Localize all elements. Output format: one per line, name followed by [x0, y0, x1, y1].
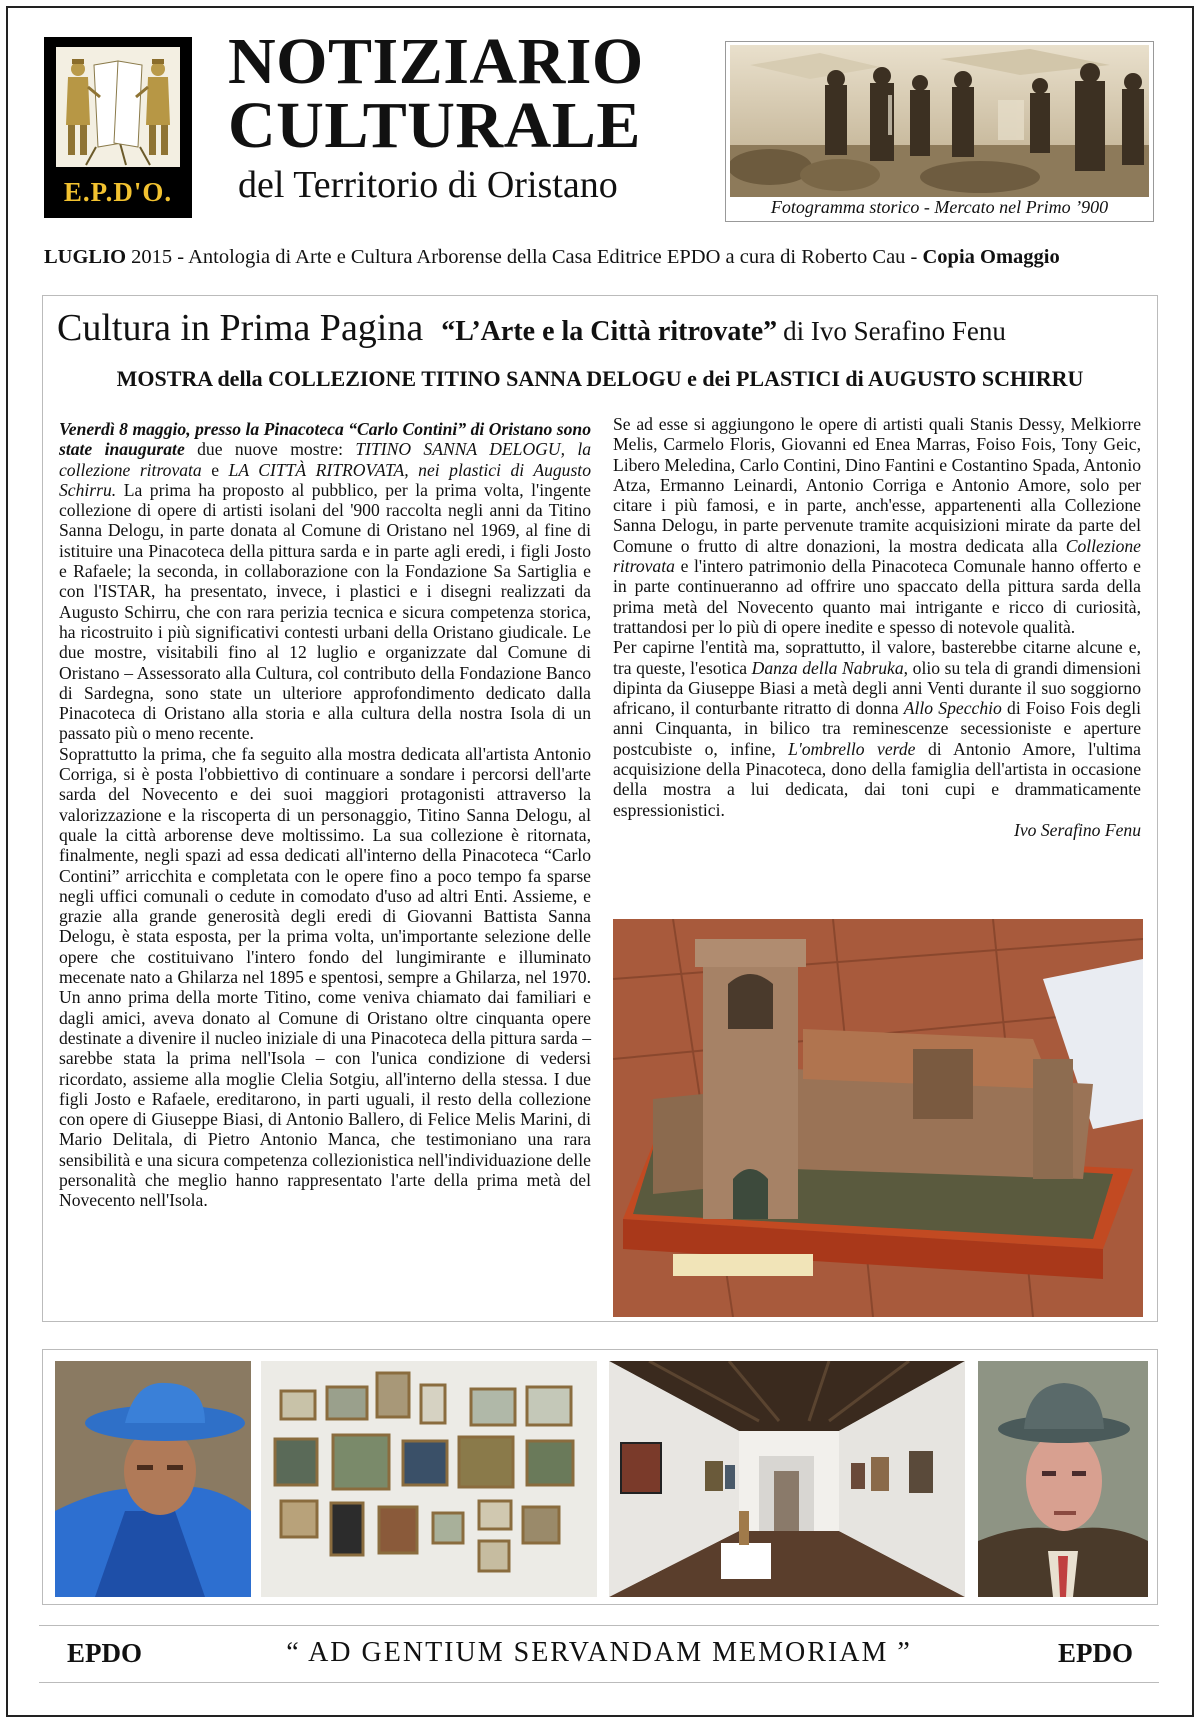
historic-market-photo [725, 41, 1154, 222]
exhibition-title: TITINO SANNA DELOGU, la collezione ritrovata [59, 439, 592, 480]
footer-brand-right: EPDO [1057, 1638, 1133, 1668]
gallery-hall-photo [609, 1361, 965, 1597]
article-byline: di Ivo Serafino Fenu [783, 316, 1006, 346]
photo-strip [42, 1349, 1158, 1605]
artwork-title: Allo Specchio [903, 698, 1002, 719]
artwork-title: Danza della Nabruka [751, 657, 904, 678]
article-column-left [59, 419, 591, 1211]
masthead-title-line2: CULTURALE [228, 89, 641, 162]
article [42, 295, 1158, 1322]
exhibition-title: LA CITTÀ RITROVATA, nei plastici di Augusto Schirru. [59, 459, 591, 500]
paragraph: Soprattutto la prima, che fa seguito alla mostra dedicata all'artista Antonio Corriga, si è posta l'obbiettivo di continuare a sondare i percorsi dell'arte sarda del Novecento e dei suoi maggiori protagonisti attraverso la valorizzazione e la riscoperta di un personaggio, Titino Sanna Delogu, al quale la città arborense deve moltissimo. La sua collezione è ritornata, finalmente, negli spazi ad essa dedicati all'interno della Pinacoteca “Carlo Contini” arricchita e completata con le opere fino a poco tempo fa sparse negli uffici comunali o cedute in comodato d'uso ad altri Enti. Assieme, e grazie alla grande generosità degli eredi di Giovanni Battista Sanna Delogu, è stata esposta, per la prima volta, un'importante selezione delle opere che costituivano l'intero fondo del lungimirante e illuminato mecenate nato a Ghilarza nel 1895 e spentosi, sempre a Ghilarza, nel 1970. Un anno prima della morte Titino, come veniva chiamato dai familiari e dagli amici, aveva donato al Comune di Oristano oltre cinquanta opere destinate a divenire il nucleo iniziale di una Pinacoteca della pittura sarda – sarebbe stata la prima nell'Isola – con l'unica condizione di vedersi ricordato, assieme alla moglie Clelia Sotgiu, all'interno della stessa. I due figli Josto e Rafaele, ereditarono, in parti uguali, il resto della collezione con opere di Giuseppe Biasi, di Antonio Ballero, di Felice Melis Marini, di Mario Delitala, di Pietro Antonio Manca, che testimoniano una rara sensibilità e una sicura competenza collezionistica nell'individuazione delle personalità che meglio hanno rappresentato l'arte della prima metà del Novecento nell'Isola. [59, 743, 591, 1211]
text-run: Se ad esse si aggiungono le opere di artisti quali Stanis Dessy, Melkiorre Melis, Carmelo Floris, Giovanni ed Enea Marras, Foiso Fois, Tony Geic, Libero Meledina, Carlo Contini, Dino Fantini e Costantino Spada, Antonio Atza, Ermanno Leinardi, Antonio Corriga e Antonio Amore, solo per citare i più famosi, e in parte, anch'esse, appartenenti alla Collezione Sanna Delogu, in parte pervenute tramite acquisizioni mirate da parte del Comune o frutto di altre donazioni, la mostra dedicata alla [613, 414, 1141, 556]
text-run: due nuove mostre: [184, 439, 356, 460]
article-signature: Ivo Serafino Fenu [1013, 819, 1141, 840]
article-column-right [613, 414, 1141, 840]
text-run: Per capirne l'entità ma, soprattutto, il valore, basterebbe citarne alcune e, tra queste, l'esotica [613, 637, 1141, 678]
logo-painters-image [56, 47, 180, 167]
footer-motto: “ AD GENTIUM SERVANDAM MEMORIAM ” [286, 1637, 912, 1668]
text-run: di Antonio Amore, l'ultima acquisizione della Pinacoteca, dono della famiglia dell'artista in occasione della mostra a lui dedicata, dai toni cupi e drammaticamente espressionistici. [613, 738, 1141, 820]
text-run: , olio su tela di grandi dimensioni dipinta da Giuseppe Biasi a metà degli anni Venti durante il suo soggiorno africano, il conturbante ritratto di donna [613, 657, 1141, 719]
article-subtitle: MOSTRA della COLLEZIONE TITINO SANNA DELOGU e dei PLASTICI di AUGUSTO SCHIRRU [116, 366, 1084, 391]
footer-brand-left: EPDO [67, 1638, 143, 1668]
gallery-wall-paintings [261, 1361, 597, 1597]
castle-model-photo [613, 919, 1143, 1317]
historic-photo-image [730, 45, 1149, 197]
paragraph [613, 637, 1141, 820]
artwork-title: L'ombrello verde [788, 738, 916, 759]
portrait-grey-hat [978, 1361, 1148, 1597]
masthead-title-line1: NOTIZIARIO [228, 25, 644, 98]
paragraph [613, 414, 1141, 637]
portrait-blue-hat [55, 1361, 251, 1597]
text-run: e l'intero patrimonio della Pinacoteca Comunale hanno offerto e in parte continueranno ad offrire uno spaccato della pittura sarda della prima metà del Novecento quanto mai intrigante e ricco di curiosità, trattandosi per lo più di opere inedite e spesso di notevole qualità. [613, 556, 1141, 637]
text-run: di Foiso Fois degli anni Cinquanta, in bilico tra reminescenze secessioniste e aperture postcubiste o, infine, [613, 698, 1141, 759]
lead-text: Venerdì 8 maggio, presso la Pinacoteca “Carlo Contini” di Oristano sono state inaugurate [59, 419, 591, 460]
footer [39, 1625, 1159, 1683]
historic-photo-caption: Fotogramma storico - Mercato nel Primo ’900 [770, 197, 1109, 217]
issue-month: LUGLIO [44, 246, 127, 268]
paragraph [59, 419, 591, 744]
masthead [228, 25, 688, 208]
article-title: “L’Arte e la Città ritrovate” [441, 316, 778, 347]
publisher-logo [44, 37, 192, 218]
masthead-tagline: del Territorio di Oristano [238, 164, 618, 206]
exhibition-title: Collezione ritrovata [613, 535, 1141, 577]
text-run: La prima ha proposto al pubblico, per la prima volta, l'ingente collezione di opere di artisti isolani del '900 raccolta negli anni da Titino Sanna Delogu, in parte donata al Comune di Oristano nel 1969, al fine di istituire una Pinacoteca della pittura sarda e in parte agli eredi, i figli Josto e Rafaele; la seconda, in collaborazione con la Fondazione Sa Sartiglia e con l'ISTAR, ha presentato, invece, i plastici e i disegni realizzati da Augusto Schirru, che con rara perizia tecnica e sicura competenza storica, ha ricostruito i più significativi contesti urbani della Oristano giudicale. Le due mostre, visitabili fino al 12 luglio e organizzate dal Comune di Oristano – Assessorato alla Cultura, col contributo della Fondazione Banco di Sardegna, sono state un ulteriore approfondimento dedicato dalla Pinacoteca di Oristano alla storia e alla cultura della nostra Isola di un passato più o meno recente. [59, 479, 591, 744]
issue-description: 2015 - Antologia di Arte e Cultura Arborense della Casa Editrice EPDO a cura di Roberto Cau - [126, 246, 923, 268]
issue-line [44, 246, 1164, 269]
article-heading [57, 306, 1147, 350]
text-run: e [201, 459, 229, 480]
section-title: Cultura in Prima Pagina [57, 307, 424, 349]
issue-badge: Copia Omaggio [922, 246, 1060, 268]
logo-text: E.P.D'O. [63, 177, 173, 207]
